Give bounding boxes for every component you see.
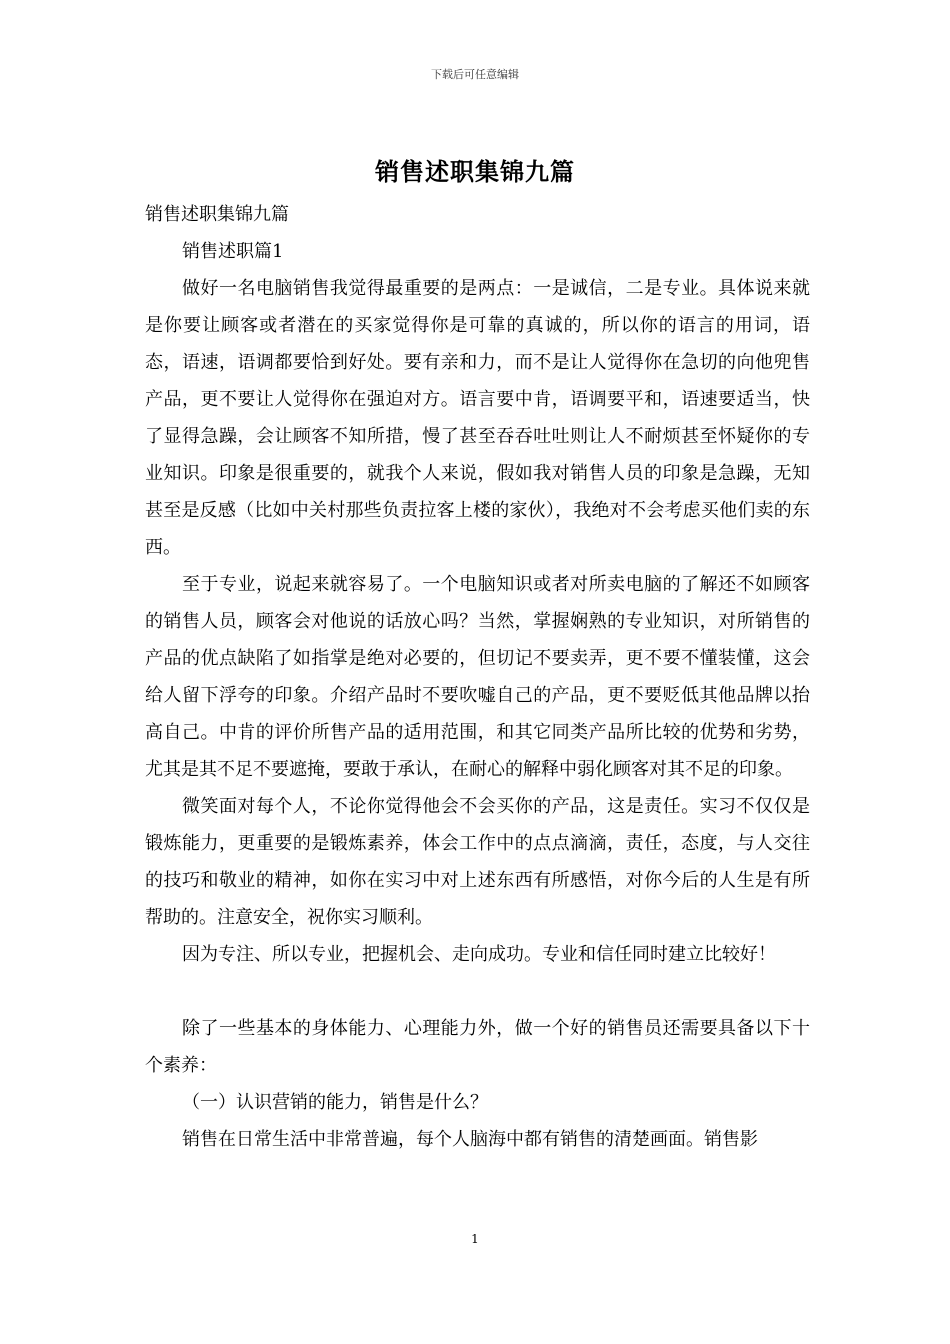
document-body [145, 196, 810, 1158]
paragraph: 因为专注、所以专业，把握机会、走向成功。专业和信任同时建立比较好！ [182, 944, 776, 965]
document-subtitle: 销售述职集锦九篇 [145, 204, 289, 225]
paragraph: 销售在日常生活中非常普遍，每个人脑海中都有销售的清楚画面。销售影 [182, 1129, 758, 1150]
blank-line [145, 973, 810, 1010]
paragraph: 做好一名电脑销售我觉得最重要的是两点：一是诚信，二是专业。具体说来就是你要让顾客或者潜在的买家觉得你是可靠的真诚的，所以你的语言的用词，语态，语速，语调都要恰到好处。要有亲和力，而不是让人觉得你在急切的向他兜售产品，更不要让人觉得你在强迫对方。语言要中肯，语调要平和，语速要适当，快了显得急躁，会让顾客不知所措，慢了甚至吞吞吐吐则让人不耐烦甚至怀疑你的专业知识。印象是很重要的，就我个人来说，假如我对销售人员的印象是急躁，无知甚至是反感（比如中关村那些负责拉客上楼的家伙），我绝对不会考虑买他们卖的东西。 [145, 278, 810, 558]
document-title: 销售述职集锦九篇 [375, 157, 575, 186]
paragraph: 微笑面对每个人，不论你觉得他会不会买你的产品，这是责任。实习不仅仅是锻炼能力，更重要的是锻炼素养，体会工作中的点点滴滴，责任，态度，与人交往的技巧和敬业的精神，如你在实习中对上述东西有所感悟，对你今后的人生是有所帮助的。注意安全，祝你实习顺利。 [145, 796, 810, 928]
paragraph-subheading: （一）认识营销的能力，销售是什么？ [182, 1092, 488, 1113]
paragraph: 至于专业，说起来就容易了。一个电脑知识或者对所卖电脑的了解还不如顾客的销售人员，顾客会对他说的话放心吗？当然，掌握娴熟的专业知识，对所销售的产品的优点缺陷了如指掌是绝对必要的，但切记不要卖弄，更不要不懂装懂，这会给人留下浮夸的印象。介绍产品时不要吹嘘自己的产品，更不要贬低其他品牌以抬高自己。中肯的评价所售产品的适用范围，和其它同类产品所比较的优势和劣势，尤其是其不足不要遮掩，要敢于承认，在耐心的解释中弱化顾客对其不足的印象。 [145, 574, 810, 780]
page-header-note: 下载后可任意编辑 [431, 68, 519, 81]
paragraph: 除了一些基本的身体能力、心理能力外，做一个好的销售员还需要具备以下十个素养： [145, 1018, 810, 1076]
page-number: 1 [471, 1232, 479, 1246]
section-heading: 销售述职篇1 [182, 241, 284, 262]
